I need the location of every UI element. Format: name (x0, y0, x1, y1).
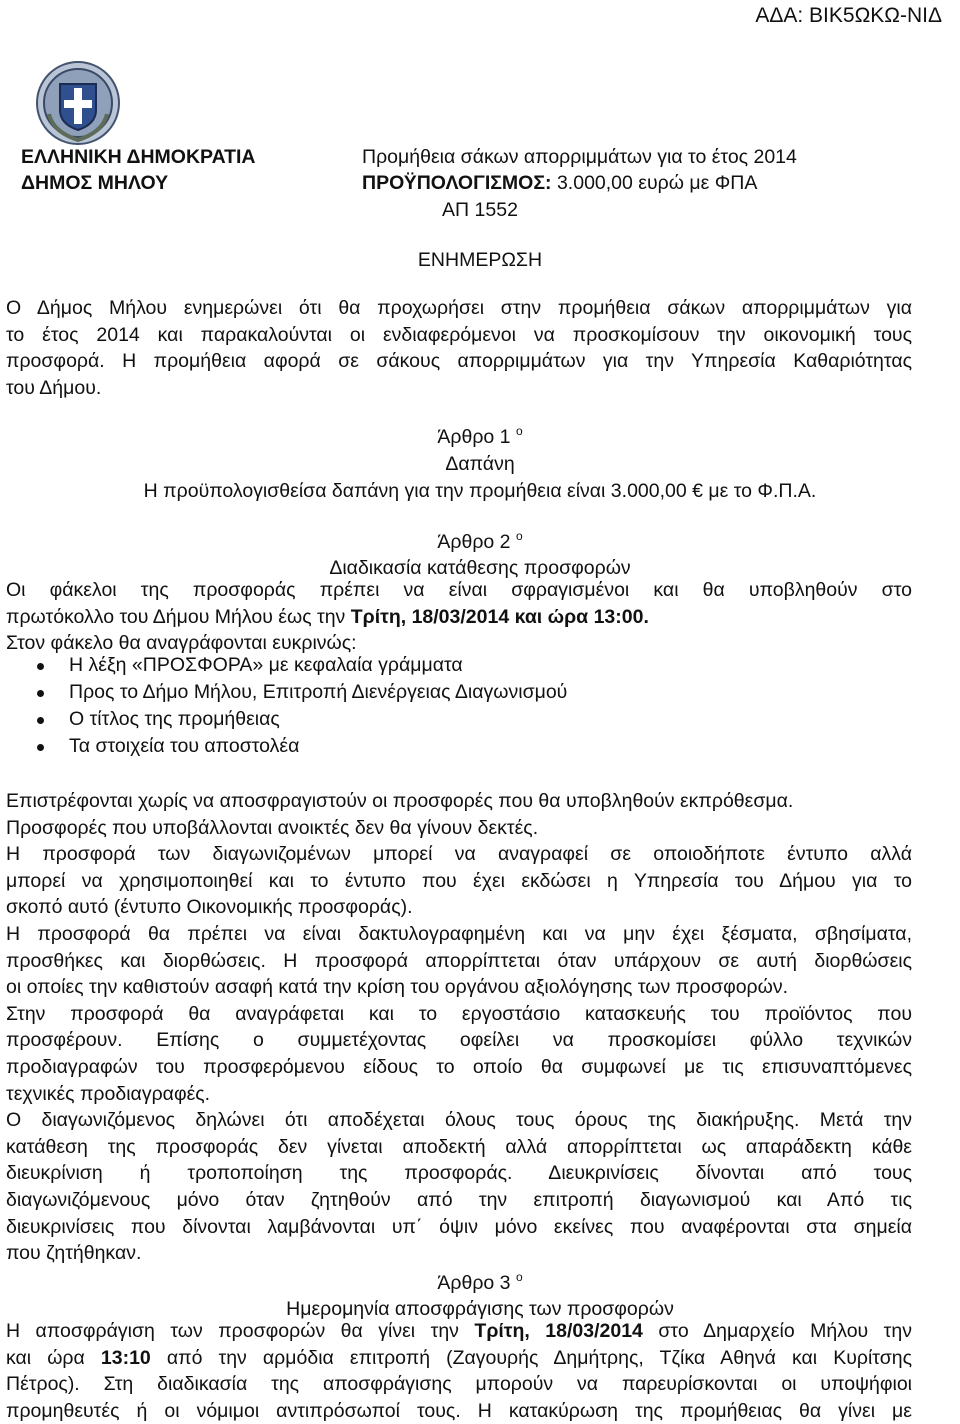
intro-line: Ο Δήμος Μήλου ενημερώνει ότι θα προχωρήσει στην προμήθεια σάκων απορριμμάτων για (6, 297, 912, 319)
article2-submission: Οι φάκελοι της προσφοράς πρέπει να είναι σφραγισμένοι και θα υποβληθούν στο πρωτόκολλο του Δήμου Μήλου έως την Τρίτη, 18/03/2014 και ώρα 13:00. Στον φάκελο θα αναγράφονται ευκρινώς: (6, 577, 912, 657)
article3-body: Η αποσφράγιση των προσφορών θα γίνει την Τρίτη, 18/03/2014 στο Δημαρχείο Μήλου την και ώρα 13:10 από την αρμόδια επιτροπή (Ζαγουρής Δημήτρης, Τζίκα Αθηνά και Κυρίτσης Πέτρος). Στη διαδικασία της αποσφράγισης μπορούν να παρευρίσκονται οι υποψήφιοι προμηθευτές ή οι νόμιμοι αντιπρόσωποί τους. Η κατακύρωση της προμήθειας θα γίνει με (6, 1320, 912, 1422)
protocol-number: ΑΠ 1552 (442, 199, 518, 221)
article1-text: Η προϋπολογισθείσα δαπάνη για την προμήθεια είναι 3.000,00 € με το Φ.Π.Α. (143, 480, 817, 502)
greek-emblem-icon (35, 60, 121, 146)
article3-heading: Άρθρο 3 $^o$ (437, 1270, 523, 1294)
list-item: Ο τίτλος της προμήθειας (0, 706, 567, 733)
municipality-name: ΔΗΜΟΣ ΜΗΛΟΥ (21, 172, 169, 194)
list-item: Η λέξη «ΠΡΟΣΦΟΡΑ» με κεφαλαία γράμματα (0, 652, 567, 679)
opening-date: Τρίτη, 18/03/2014 (474, 1320, 643, 1342)
envelope-intro: Στον φάκελο θα αναγράφονται ευκρινώς: (6, 632, 357, 655)
country-name: ΕΛΛΗΝΙΚΗ ΔΗΜΟΚΡΑΤΙΑ (21, 146, 256, 168)
article3-subtitle: Ημερομηνία αποσφράγισης των προσφορών (286, 1298, 674, 1320)
article2-heading: Άρθρο 2 $^o$ (437, 529, 523, 553)
list-item: Τα στοιχεία του αποστολέα (0, 733, 567, 760)
article1-subtitle: Δαπάνη (445, 453, 515, 475)
envelope-requirements-list (0, 652, 567, 760)
article2-subtitle: Διαδικασία κατάθεσης προσφορών (329, 557, 631, 579)
subject-line: Προμήθεια σάκων απορριμμάτων για το έτος 2014 (362, 146, 797, 168)
budget-line (362, 172, 757, 195)
list-item: Προς το Δήμο Μήλου, Επιτροπή Διενέργειας Διαγωνισμού (0, 679, 567, 706)
intro-line: το έτος 2014 και παρακαλούνται οι ενδιαφερόμενοι να προσκομίσουν την οικονομική τους (6, 323, 912, 346)
document-title: ΕΝΗΜΕΡΩΣΗ (417, 249, 543, 271)
intro-line: του Δήμου. (6, 376, 102, 399)
ada-code: ΑΔΑ: ΒΙΚ5ΩΚΩ-ΝΙΔ (755, 4, 942, 27)
deadline-date: Τρίτη, 18/03/2014 και ώρα 13:00. (350, 605, 649, 628)
intro-paragraph (6, 295, 912, 401)
opening-time: 13:10 (100, 1346, 151, 1369)
budget-label: ΠΡΟΫΠΟΛΟΓΙΣΜΟΣ: (362, 172, 552, 194)
intro-line: προσφορά. Η προμήθεια αφορά σε σάκους απορριμμάτων για την Υπηρεσία Καθαριότητας (6, 350, 912, 373)
budget-value: 3.000,00 ευρώ με ΦΠΑ (551, 172, 758, 194)
article2-body: Επιστρέφονται χωρίς να αποσφραγιστούν οι προσφορές που θα υποβληθούν εκπρόθεσμα. Προσφορές που υποβάλλονται ανοικτές δεν θα γίνουν δεκτές. Η προσφορά των διαγωνιζομένων μπορεί να αναγραφεί σε οποιοδήποτε έντυπο αλλά μπορεί να χρησιμοποιηθεί και το έντυπο που έχει εκδώσει η Υπηρεσία του Δήμου για το σκοπό αυτό (έντυπο Οικονομικής προσφοράς). Η προσφορά θα πρέπει να είναι δακτυλογραφημένη και να μην έχει ξέσματα, σβησίματα, προσθήκες και διορθώσεις. Η προσφορά απορρίπτεται όταν υπάρχουν σε αυτή διορθώσεις οι οποίες την καθιστούν ασαφή κατά την κρίση του οργάνου αξιολόγησης των προσφορών. Στην προσφορά θα αναγράφεται και το εργοστάσιο κατασκευής του προϊόντος που προσφέρουν. Επίσης ο συμμετέχοντας οφείλει να προσκομίσει φύλλο τεχνικών προδιαγραφών του προσφερόμενου είδους το οποίο θα συμφωνεί με τις επισυναπτόμενες τεχνικές προδιαγραφές. Ο διαγωνιζόμενος δηλώνει ότι αποδέχεται όλους τους όρους της διακήρυξης. Μετά την κατάθεση της προσφοράς δεν γίνεται αποδεκτή αλλά απορρίπτεται ως απαράδεκτη κάθε διευκρίνιση ή τροποποίηση της προσφοράς. Διευκρινίσεις δίνονται από τους διαγωνιζόμενους μόνο όταν ζητηθούν από την επιτροπή διαγωνισμού και Από τις διευκρινίσεις που δίνονται λαμβάνονται υπ΄ όψιν μόνο εκείνες που αναφέρονται στα σημεία που ζητήθηκαν. (6, 790, 912, 1265)
article1-heading: Άρθρο 1 $^o$ (437, 424, 523, 448)
